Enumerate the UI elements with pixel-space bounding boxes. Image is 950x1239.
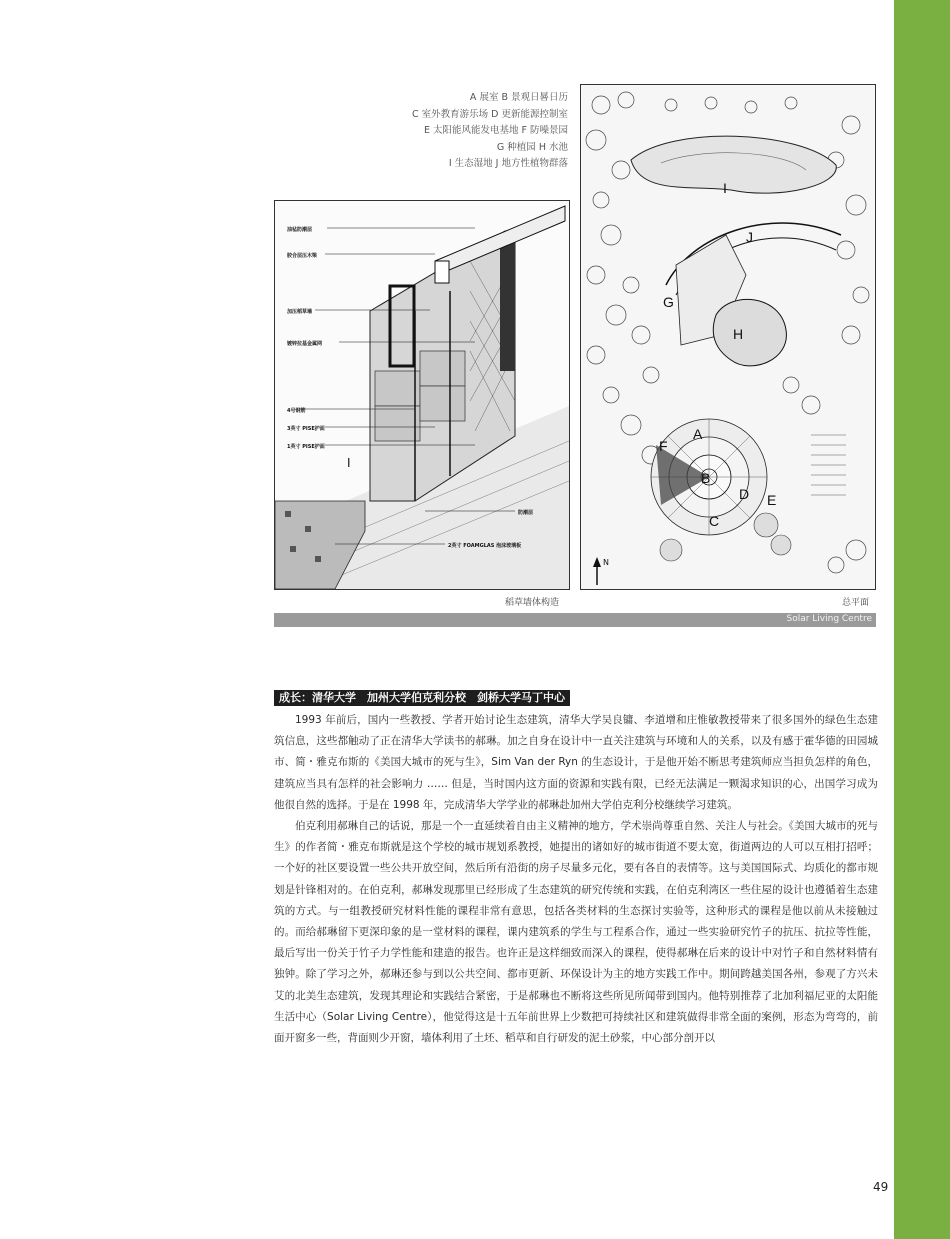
article-body [274,710,878,1049]
wall-label: 3英寸 PISE护面 [287,426,325,432]
legend-line: C 室外教育游乐场 D 更新能源控制室 [411,108,568,120]
plan-label: D [739,486,750,502]
plan-figure-caption: 总平面 [842,598,870,608]
plan-label: H [733,326,744,342]
wall-mark: I [347,456,351,470]
plan-label: F [659,438,668,454]
north-label: N [603,558,609,567]
plan-label: B [701,470,711,486]
page-number: 49 [873,1180,889,1194]
legend-line: A 展室 B 景观日晷日历 [469,92,568,103]
legend-line: E 太阳能风能发电基地 F 防噪景园 [423,125,568,136]
straw-wall-figure [274,200,570,590]
plan-label: A [693,426,703,442]
figure-legend [330,90,568,173]
wall-label: 胶合层压木梁 [287,253,318,259]
wall-label: 加压稻草墙 [287,309,313,315]
plan-label: I [723,180,727,196]
wall-label: 1英寸 PISE护面 [287,444,325,450]
site-plan-drawing [581,85,875,589]
legend-line: G 种植园 H 水池 [496,141,568,153]
wall-label: 防潮层 [518,510,534,516]
plan-label: C [709,513,720,529]
wall-label: 4号钢筋 [287,408,306,414]
legend-line: I 生态湿地 J 地方性植物群落 [448,158,568,169]
plan-label: G [663,294,674,310]
plan-label: E [767,492,777,508]
straw-wall-drawing [275,201,569,589]
wall-label: 油毡防潮层 [287,227,313,233]
site-plan-figure [580,84,876,590]
figure-band [274,613,876,627]
paragraph: 1993 年前后，国内一些教授、学者开始讨论生态建筑，清华大学吴良镛、李道增和庄惟敏教授带来了很多国外的绿色生态建筑信息，这些都触动了正在清华大学读书的郝琳。加之自身在设计中一直关注建筑与环境和人的关系，以及有感于霍华德的田园城市、简・雅克布斯的《美国大城市的死与生》，Sim Van der Ryn 的生态设计，于是他开始不断思考建筑师应当担负怎样的角色，建筑应当具有怎样的社会影响力 …… 但是，当时国内这方面的资源和实践有限，已经无法满足一颗渴求知识的心，出国学习成为他很自然的选择。于是在 1998 年，完成清华大学学业的郝琳赴加州大学伯克利分校继续学习建筑。 [274,714,878,811]
wall-label: 镀锌拉基金属网 [287,341,323,347]
paragraph: 伯克利用郝琳自己的话说，那是一个一直延续着自由主义精神的地方，学术崇尚尊重自然、关注人与社会。《美国大城市的死与生》的作者简・雅克布斯就是这个学校的城市规划系教授，她提出的诸如好的城市街道不要太宽，街道两边的人可以互相打招呼；一个好的社区要设置一些公共开放空间，然后所有沿街的房子尽量多元化，要有各自的表情等。这与美国国际式、均质化的都市规划是针锋相对的。在伯克利，郝琳发现那里已经形成了生态建筑的研究传统和实践，在伯克利湾区一些住屋的设计也遵循着生态建筑的方式。与一组教授研究材料性能的课程非常有意思，包括各类材料的生态探讨实验等，这种形式的课程是他以前从未接触过的。而给郝琳留下更深印象的是一堂材料的课程，课内建筑系的学生与工程系合作，通过一些实验研究竹子的抗压、抗拉等性能，最后写出一份关于竹子力学性能和建造的报告。也许正是这样细致而深入的课程，使得郝琳在后来的设计中对竹子和自然材料情有独钟。除了学习之外，郝琳还参与到以公共空间、都市更新、环保设计为主的地方实践工作中。期间跨越美国各州，参观了方兴未艾的北美生态建筑，发现其理论和实践结合紧密，于是郝琳也不断将这些所见所闻带到国内。他特别推荐了北加利福尼亚的太阳能生活中心（Solar Living Centre），他觉得这是十五年前世界上少数把可持续社区和建筑做得非常全面的案例，形态为弯弯的，前面开窗多一些，背面则少开窗，墙体利用了土坯、稻草和自行研发的泥土砂浆，中心部分剖开以 [274,820,878,1045]
band-label: Solar Living Centre [786,614,872,624]
wall-label: 2英寸 FOAMGLAS 泡沫玻璃板 [448,543,522,549]
wall-figure-caption: 稻草墙体构造 [505,598,560,608]
accent-side-bar [894,0,950,1239]
section-title: 成长：清华大学 加州大学伯克利分校 剑桥大学马丁中心 [274,690,570,706]
plan-label: J [746,229,753,245]
